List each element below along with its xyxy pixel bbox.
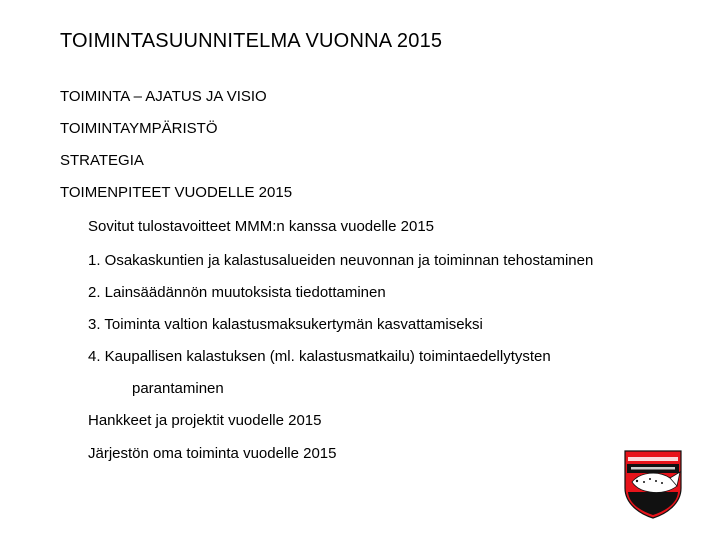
heading-toiminta-ajatus: TOIMINTA – AJATUS JA VISIO <box>60 88 267 105</box>
list-item-4-continuation: parantaminen <box>132 380 224 397</box>
subheading-hankkeet: Hankkeet ja projektit vuodelle 2015 <box>88 412 322 429</box>
list-item-3: 3. Toiminta valtion kalastusmaksukertymän kasvattamiseksi <box>88 316 483 333</box>
heading-toimintaymparisto: TOIMINTAYMPÄRISTÖ <box>60 120 218 137</box>
heading-toimenpiteet: TOIMENPITEET VUODELLE 2015 <box>60 184 293 201</box>
organization-emblem-icon <box>622 448 684 520</box>
slide-title: TOIMINTASUUNNITELMA VUONNA 2015 <box>60 30 443 52</box>
list-item-1: 1. Osakaskuntien ja kalastusalueiden neuvonnan ja toiminnan tehostaminen <box>88 252 594 269</box>
subheading-jarjeston-toiminta: Järjestön oma toiminta vuodelle 2015 <box>88 445 337 462</box>
list-item-4: 4. Kaupallisen kalastuksen (ml. kalastusmatkailu) toimintaedellytysten <box>88 348 551 365</box>
subheading-tulostavoitteet: Sovitut tulostavoitteet MMM:n kanssa vuodelle 2015 <box>88 218 435 235</box>
heading-strategia: STRATEGIA <box>60 152 144 169</box>
list-item-2: 2. Lainsäädännön muutoksista tiedottaminen <box>88 284 386 301</box>
